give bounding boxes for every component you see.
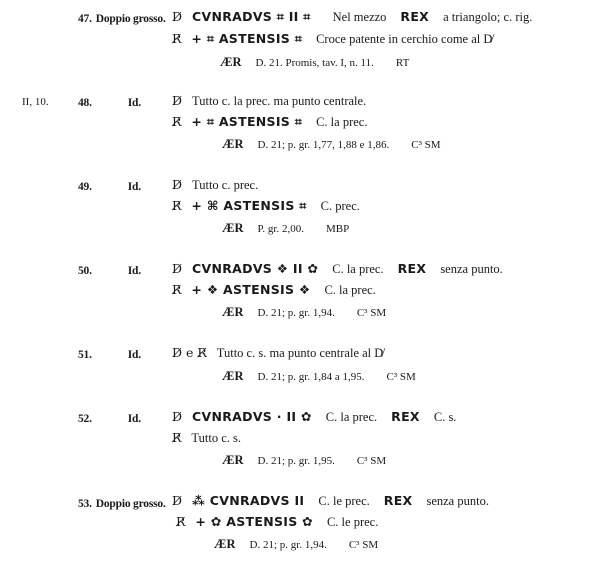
reverse-text: Tutto c. s. bbox=[191, 431, 241, 445]
meta-line bbox=[220, 53, 409, 71]
obverse-line bbox=[172, 344, 383, 362]
meta-text: D. 21; p. gr. 1,95. bbox=[257, 455, 335, 467]
obverse-text: Tutto c. prec. bbox=[192, 178, 259, 192]
entry-50 bbox=[78, 261, 141, 279]
metal-mark: ÆR bbox=[222, 221, 244, 235]
reverse-legend: + ⌘ ASTENSIS ⌗ bbox=[191, 198, 307, 213]
meta-line bbox=[222, 219, 349, 237]
entry-kind: Id. bbox=[127, 181, 141, 193]
collection-mark: C³ SM bbox=[411, 139, 441, 151]
collection-mark: C³ SM bbox=[348, 539, 379, 551]
entry-47 bbox=[78, 9, 166, 27]
reverse-symbol: R̸ bbox=[176, 514, 186, 529]
obverse-tail: senza punto. bbox=[426, 494, 489, 508]
obverse-symbol: D̸ bbox=[172, 261, 183, 276]
obverse-line bbox=[172, 176, 258, 194]
entry-kind: Id. bbox=[127, 349, 141, 361]
obverse-text: Tutto c. s. ma punto centrale al D̸ bbox=[216, 346, 384, 360]
reverse-line bbox=[172, 281, 376, 299]
reverse-text: Croce patente in cerchio come al D̸ bbox=[316, 32, 493, 46]
metal-mark: ÆR bbox=[222, 305, 244, 319]
obverse-symbol: D̸ bbox=[172, 9, 183, 24]
obverse-rex: REX bbox=[383, 493, 413, 508]
meta-text: D. 21; p. gr. 1,77, 1,88 e 1,86. bbox=[257, 139, 390, 151]
meta-line bbox=[222, 367, 416, 385]
reverse-text: C. le prec. bbox=[326, 515, 379, 529]
obverse-legend: ⁂ CVNRADVS II bbox=[192, 493, 305, 508]
entry-number: 47. bbox=[78, 13, 92, 25]
reverse-text: C. prec. bbox=[320, 199, 360, 213]
meta-text: P. gr. 2,00. bbox=[257, 223, 304, 235]
entry-number: 53. bbox=[78, 498, 92, 510]
obverse-legend: CVNRADVS ❖ II ✿ bbox=[192, 261, 319, 276]
metal-mark: ÆR bbox=[222, 369, 244, 383]
entry-48 bbox=[78, 93, 141, 111]
collection-mark: RT bbox=[395, 57, 410, 69]
reverse-legend: + ✿ ASTENSIS ✿ bbox=[195, 514, 313, 529]
entry-number: 51. bbox=[78, 349, 92, 361]
reverse-symbol: R̸ bbox=[172, 198, 182, 213]
entry-kind: Id. bbox=[127, 97, 141, 109]
metal-mark: ÆR bbox=[220, 55, 242, 69]
metal-mark: ÆR bbox=[222, 137, 244, 151]
obverse-rex: REX bbox=[397, 261, 427, 276]
obverse-tail: senza punto. bbox=[440, 262, 503, 276]
meta-text: D. 21; p. gr. 1,84 a 1,95. bbox=[257, 371, 365, 383]
obverse-symbol: D̸ e R̸ bbox=[172, 345, 207, 360]
reverse-text: C. la prec. bbox=[324, 283, 376, 297]
entry-kind: Id. bbox=[127, 413, 141, 425]
entry-number: 52. bbox=[78, 413, 92, 425]
entry-kind: Id. bbox=[127, 265, 141, 277]
side-reference: II, 10. bbox=[22, 96, 49, 108]
reverse-legend: + ❖ ASTENSIS ❖ bbox=[191, 282, 311, 297]
reverse-line bbox=[172, 113, 367, 131]
obverse-text: C. le prec. bbox=[318, 494, 370, 508]
obverse-line bbox=[172, 408, 456, 426]
entry-number: 50. bbox=[78, 265, 92, 277]
obverse-line bbox=[172, 8, 532, 26]
metal-mark: ÆR bbox=[222, 453, 244, 467]
entry-52 bbox=[78, 409, 141, 427]
reverse-symbol: R̸ bbox=[172, 430, 182, 445]
reverse-legend: + ⌗ ASTENSIS ⌗ bbox=[191, 114, 303, 129]
obverse-legend: CVNRADVS ⌗ II ⌗ bbox=[192, 9, 311, 24]
obverse-symbol: D̸ bbox=[172, 177, 183, 192]
obverse-tail: a triangolo; c. rig. bbox=[443, 10, 533, 24]
entry-number: 48. bbox=[78, 97, 92, 109]
collection-mark: C³ SM bbox=[356, 307, 387, 319]
entry-kind: Doppio grosso. bbox=[95, 13, 166, 25]
obverse-rex: REX bbox=[400, 9, 430, 24]
entry-kind: Doppio grosso. bbox=[95, 498, 166, 510]
collection-mark: MBP bbox=[326, 223, 350, 235]
obverse-line bbox=[172, 492, 489, 510]
obverse-line bbox=[172, 92, 366, 110]
obverse-text: C. la prec. bbox=[325, 410, 378, 424]
obverse-legend: CVNRADVS · II ✿ bbox=[192, 409, 312, 424]
meta-line bbox=[222, 451, 386, 469]
meta-text: D. 21; p. gr. 1,94. bbox=[249, 539, 327, 551]
reverse-line bbox=[172, 197, 360, 215]
reverse-text: C. la prec. bbox=[316, 115, 368, 129]
meta-line bbox=[222, 303, 386, 321]
entry-number: 49. bbox=[78, 181, 92, 193]
reverse-line bbox=[172, 30, 492, 48]
meta-text: D. 21; p. gr. 1,94. bbox=[257, 307, 335, 319]
obverse-text: Nel mezzo bbox=[332, 10, 387, 24]
obverse-text: Tutto c. la prec. ma punto centrale. bbox=[192, 94, 367, 108]
entry-53 bbox=[78, 494, 166, 512]
entry-49 bbox=[78, 177, 141, 195]
collection-mark: C³ SM bbox=[386, 371, 416, 383]
obverse-line bbox=[172, 260, 503, 278]
entry-51 bbox=[78, 345, 141, 363]
collection-mark: C³ SM bbox=[356, 455, 387, 467]
obverse-tail: C. s. bbox=[433, 410, 457, 424]
reverse-line bbox=[176, 513, 378, 531]
reverse-legend: + ⌗ ASTENSIS ⌗ bbox=[191, 31, 303, 46]
meta-text: D. 21. Promis, tav. I, n. 11. bbox=[255, 57, 374, 69]
reverse-symbol: R̸ bbox=[172, 31, 182, 46]
obverse-symbol: D̸ bbox=[172, 409, 183, 424]
reverse-symbol: R̸ bbox=[172, 114, 182, 129]
meta-line bbox=[214, 535, 378, 553]
obverse-symbol: D̸ bbox=[172, 93, 183, 108]
obverse-text: C. la prec. bbox=[332, 262, 384, 276]
reverse-symbol: R̸ bbox=[172, 282, 182, 297]
metal-mark: ÆR bbox=[214, 537, 236, 551]
meta-line bbox=[222, 135, 441, 153]
obverse-rex: REX bbox=[391, 409, 420, 424]
reverse-line bbox=[172, 429, 241, 447]
obverse-symbol: D̸ bbox=[172, 493, 183, 508]
